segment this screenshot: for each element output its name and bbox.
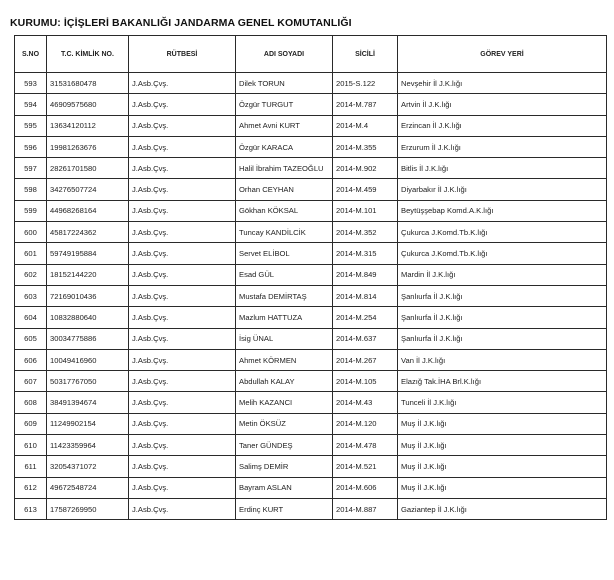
cell-gorev-yeri: Nevşehir İl J.K.lığı (398, 73, 607, 94)
cell-rutbe: J.Asb.Çvş. (129, 115, 236, 136)
cell-adi-soyadi: Gökhan KÖKSAL (236, 200, 333, 221)
cell-tc-kimlik: 72169010436 (47, 285, 129, 306)
cell-sicil: 2014-M.101 (333, 200, 398, 221)
cell-sicil: 2014-M.4 (333, 115, 398, 136)
cell-rutbe: J.Asb.Çvş. (129, 413, 236, 434)
cell-rutbe: J.Asb.Çvş. (129, 285, 236, 306)
cell-sicil: 2014-M.315 (333, 243, 398, 264)
cell-adi-soyadi: Orhan CEYHAN (236, 179, 333, 200)
cell-gorev-yeri: Van İl J.K.lığı (398, 349, 607, 370)
cell-sno: 596 (15, 136, 47, 157)
table-row (15, 243, 607, 264)
cell-sno: 593 (15, 73, 47, 94)
cell-adi-soyadi: Mazlum HATTUZA (236, 307, 333, 328)
cell-gorev-yeri: Çukurca J.Komd.Tb.K.lığı (398, 243, 607, 264)
table-row (15, 222, 607, 243)
cell-sicil: 2014-M.902 (333, 158, 398, 179)
cell-adi-soyadi: Salimş DEMİR (236, 456, 333, 477)
cell-sicil: 2014-M.787 (333, 94, 398, 115)
cell-rutbe: J.Asb.Çvş. (129, 435, 236, 456)
cell-sno: 613 (15, 498, 47, 519)
cell-rutbe: J.Asb.Çvş. (129, 94, 236, 115)
table-row (15, 200, 607, 221)
table-row (15, 328, 607, 349)
cell-adi-soyadi: Metin ÖKSÜZ (236, 413, 333, 434)
cell-gorev-yeri: Muş İl J.K.lığı (398, 413, 607, 434)
cell-sicil: 2014-M.254 (333, 307, 398, 328)
cell-sicil: 2014-M.814 (333, 285, 398, 306)
cell-sno: 609 (15, 413, 47, 434)
cell-sicil: 2014-M.105 (333, 371, 398, 392)
cell-gorev-yeri: Beytüşşebap Komd.A.K.lığı (398, 200, 607, 221)
cell-sicil: 2014-M.120 (333, 413, 398, 434)
cell-tc-kimlik: 31531680478 (47, 73, 129, 94)
cell-tc-kimlik: 18152144220 (47, 264, 129, 285)
table-row (15, 94, 607, 115)
table-row (15, 477, 607, 498)
cell-gorev-yeri: Muş İl J.K.lığı (398, 477, 607, 498)
cell-adi-soyadi: Servet ELİBOL (236, 243, 333, 264)
cell-tc-kimlik: 34276507724 (47, 179, 129, 200)
cell-tc-kimlik: 44968268164 (47, 200, 129, 221)
cell-adi-soyadi: Bayram ASLAN (236, 477, 333, 498)
cell-adi-soyadi: Melih KAZANCI (236, 392, 333, 413)
header-rutbe: RÜTBESİ (129, 36, 236, 73)
cell-gorev-yeri: Bitlis İl J.K.lığı (398, 158, 607, 179)
cell-adi-soyadi: Esad GÜL (236, 264, 333, 285)
cell-tc-kimlik: 50317767050 (47, 371, 129, 392)
cell-rutbe: J.Asb.Çvş. (129, 73, 236, 94)
cell-tc-kimlik: 59749195884 (47, 243, 129, 264)
cell-tc-kimlik: 19981263676 (47, 136, 129, 157)
cell-sno: 598 (15, 179, 47, 200)
cell-gorev-yeri: Diyarbakır İl J.K.lığı (398, 179, 607, 200)
cell-adi-soyadi: Halil İbrahim TAZEOĞLU (236, 158, 333, 179)
cell-gorev-yeri: Muş İl J.K.lığı (398, 456, 607, 477)
cell-sicil: 2014-M.355 (333, 136, 398, 157)
cell-rutbe: J.Asb.Çvş. (129, 498, 236, 519)
cell-gorev-yeri: Erzurum İl J.K.lığı (398, 136, 607, 157)
cell-gorev-yeri: Çukurca J.Komd.Tb.K.lığı (398, 222, 607, 243)
table-row (15, 498, 607, 519)
cell-sno: 606 (15, 349, 47, 370)
cell-rutbe: J.Asb.Çvş. (129, 264, 236, 285)
cell-rutbe: J.Asb.Çvş. (129, 222, 236, 243)
cell-sicil: 2014-M.606 (333, 477, 398, 498)
cell-tc-kimlik: 32054371072 (47, 456, 129, 477)
table-row (15, 264, 607, 285)
table-row (15, 307, 607, 328)
header-sicil: SİCİLİ (333, 36, 398, 73)
cell-adi-soyadi: Ahmet KÖRMEN (236, 349, 333, 370)
document-title: KURUMU: İÇİŞLERİ BAKANLIĞI JANDARMA GENEL KOMUTANLIĞI (10, 17, 352, 29)
cell-sno: 601 (15, 243, 47, 264)
cell-rutbe: J.Asb.Çvş. (129, 179, 236, 200)
cell-sicil: 2014-M.887 (333, 498, 398, 519)
personnel-table (14, 35, 607, 520)
cell-sno: 594 (15, 94, 47, 115)
table-row (15, 413, 607, 434)
cell-sno: 612 (15, 477, 47, 498)
table-row (15, 158, 607, 179)
cell-sicil: 2014-M.849 (333, 264, 398, 285)
cell-sno: 595 (15, 115, 47, 136)
cell-sicil: 2014-M.521 (333, 456, 398, 477)
cell-adi-soyadi: Taner GÜNDEŞ (236, 435, 333, 456)
table-row (15, 73, 607, 94)
cell-tc-kimlik: 49672548724 (47, 477, 129, 498)
cell-gorev-yeri: Mardin İl J.K.lığı (398, 264, 607, 285)
cell-sicil: 2014-M.478 (333, 435, 398, 456)
cell-sno: 611 (15, 456, 47, 477)
cell-sno: 603 (15, 285, 47, 306)
cell-sno: 605 (15, 328, 47, 349)
cell-tc-kimlik: 10049416960 (47, 349, 129, 370)
cell-gorev-yeri: Şanlıurfa İl J.K.lığı (398, 285, 607, 306)
cell-adi-soyadi: Mustafa DEMİRTAŞ (236, 285, 333, 306)
table-row (15, 285, 607, 306)
cell-tc-kimlik: 46909575680 (47, 94, 129, 115)
header-sno: S.NO (15, 36, 47, 73)
table-row (15, 115, 607, 136)
table-header-row (15, 36, 607, 73)
cell-sicil: 2014-M.267 (333, 349, 398, 370)
cell-tc-kimlik: 28261701580 (47, 158, 129, 179)
cell-sicil: 2014-M.637 (333, 328, 398, 349)
cell-rutbe: J.Asb.Çvş. (129, 392, 236, 413)
cell-adi-soyadi: Dilek TORUN (236, 73, 333, 94)
cell-rutbe: J.Asb.Çvş. (129, 349, 236, 370)
cell-tc-kimlik: 10832880640 (47, 307, 129, 328)
cell-tc-kimlik: 11249902154 (47, 413, 129, 434)
cell-rutbe: J.Asb.Çvş. (129, 136, 236, 157)
cell-adi-soyadi: İsig ÜNAL (236, 328, 333, 349)
cell-sicil: 2014-M.459 (333, 179, 398, 200)
cell-sno: 610 (15, 435, 47, 456)
cell-tc-kimlik: 13634120112 (47, 115, 129, 136)
cell-adi-soyadi: Abdullah KALAY (236, 371, 333, 392)
table-row (15, 179, 607, 200)
table-row (15, 435, 607, 456)
cell-sicil: 2014-M.43 (333, 392, 398, 413)
cell-rutbe: J.Asb.Çvş. (129, 200, 236, 221)
cell-sno: 600 (15, 222, 47, 243)
table-row (15, 392, 607, 413)
cell-gorev-yeri: Muş İl J.K.lığı (398, 435, 607, 456)
cell-rutbe: J.Asb.Çvş. (129, 477, 236, 498)
cell-rutbe: J.Asb.Çvş. (129, 456, 236, 477)
cell-tc-kimlik: 38491394674 (47, 392, 129, 413)
header-tc-kimlik: T.C. KİMLİK NO. (47, 36, 129, 73)
header-gorev-yeri: GÖREV YERİ (398, 36, 607, 73)
cell-adi-soyadi: Özgür KARACA (236, 136, 333, 157)
cell-sicil: 2014-M.352 (333, 222, 398, 243)
cell-tc-kimlik: 45817224362 (47, 222, 129, 243)
cell-tc-kimlik: 11423359964 (47, 435, 129, 456)
cell-sno: 602 (15, 264, 47, 285)
cell-gorev-yeri: Artvin İl J.K.lığı (398, 94, 607, 115)
cell-rutbe: J.Asb.Çvş. (129, 158, 236, 179)
cell-gorev-yeri: Şanlıurfa İl J.K.lığı (398, 328, 607, 349)
cell-tc-kimlik: 30034775886 (47, 328, 129, 349)
cell-rutbe: J.Asb.Çvş. (129, 243, 236, 264)
cell-adi-soyadi: Özgür TURGUT (236, 94, 333, 115)
table-row (15, 136, 607, 157)
cell-rutbe: J.Asb.Çvş. (129, 307, 236, 328)
cell-sno: 604 (15, 307, 47, 328)
header-adi-soyadi: ADI SOYADI (236, 36, 333, 73)
cell-rutbe: J.Asb.Çvş. (129, 371, 236, 392)
cell-gorev-yeri: Tunceli İl J.K.lığı (398, 392, 607, 413)
cell-sno: 607 (15, 371, 47, 392)
cell-sno: 597 (15, 158, 47, 179)
cell-gorev-yeri: Şanlıurfa İl J.K.lığı (398, 307, 607, 328)
cell-adi-soyadi: Tuncay KANDİLCİK (236, 222, 333, 243)
table-row (15, 456, 607, 477)
cell-adi-soyadi: Ahmet Avni KURT (236, 115, 333, 136)
cell-adi-soyadi: Erdinç KURT (236, 498, 333, 519)
cell-gorev-yeri: Gaziantep İl J.K.lığı (398, 498, 607, 519)
table-row (15, 371, 607, 392)
cell-gorev-yeri: Erzincan İl J.K.lığı (398, 115, 607, 136)
cell-rutbe: J.Asb.Çvş. (129, 328, 236, 349)
cell-sno: 608 (15, 392, 47, 413)
cell-sno: 599 (15, 200, 47, 221)
cell-gorev-yeri: Elazığ Tak.İHA Brl.K.lığı (398, 371, 607, 392)
cell-tc-kimlik: 17587269950 (47, 498, 129, 519)
cell-sicil: 2015-S.122 (333, 73, 398, 94)
table-row (15, 349, 607, 370)
